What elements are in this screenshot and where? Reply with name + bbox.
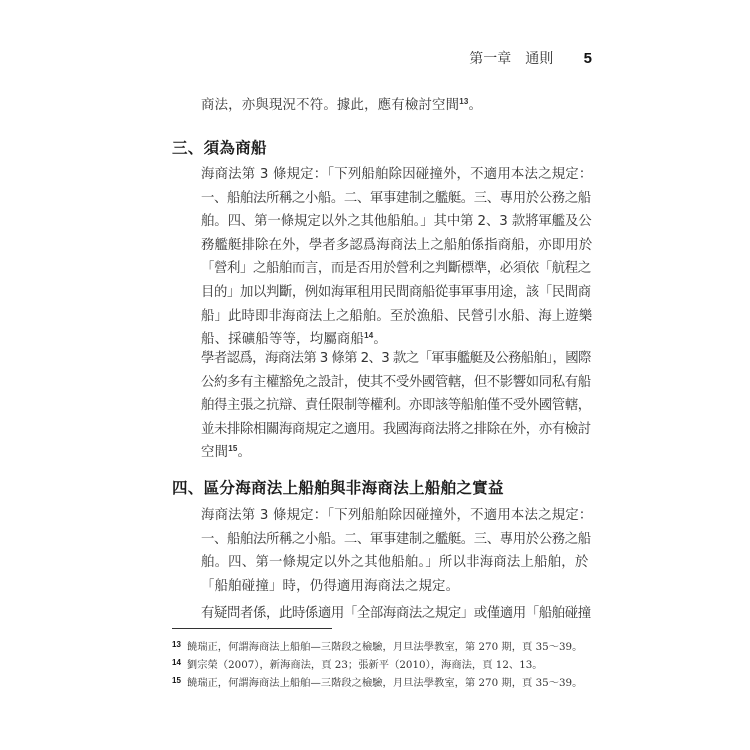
text-line: 海商法第 3 條規定：「下列船舶除因碰撞外，不適用本法之規定： [201, 508, 593, 523]
last-line-text: 船、採礦船等等，均屬商船 [201, 332, 365, 348]
text-line: 目的」加以判斷，例如海軍租用民間商船從事軍事用途，該「民間商 [201, 284, 591, 300]
footnote-divider [172, 628, 332, 629]
footnote-ref: 15 [228, 444, 238, 454]
text-line: 一、船舶法所稱之小船。二、軍事建制之艦艇。三、專用於公務之船 [201, 531, 591, 547]
running-header [469, 48, 592, 68]
footnote-text: 饒瑞正，何謂海商法上船舶—三階段之檢驗，月旦法學教室，第 270 期，頁 35～39。 [186, 677, 583, 689]
intro-paragraph [201, 94, 593, 118]
text-line [201, 94, 593, 118]
text-line: 並未排除相關海商規定之適用。我國海商法將之排除在外，亦有檢討 [201, 421, 591, 437]
text-line: 「營利」之船舶而言，而是否用於營利之判斷標準，必須依「航程之 [201, 261, 591, 277]
text-line: 船」此時即非海商法上之船舶。至於漁船、民營引水船、海上遊樂 [201, 308, 593, 324]
footnote-number: 13 [172, 640, 181, 649]
footnote-14 [172, 655, 602, 673]
chapter-title: 第一章 通則 [469, 51, 554, 67]
section4-paragraph-1 [201, 504, 593, 598]
text-line: 一、船舶法所稱之小船。二、軍事建制之艦艇。三、專用於公務之船 [201, 190, 591, 206]
footnote-15 [172, 673, 602, 691]
section-heading-4: 四、區分海商法上船舶與非海商法上船舶之實益 [172, 479, 504, 497]
text-line: 「船舶碰撞」時，仍得適用海商法之規定。 [201, 578, 460, 594]
text-line: 公約多有主權豁免之設計，使其不受外國管轄，但不影響如同私有船 [201, 374, 591, 390]
footnote-ref: 13 [459, 97, 469, 106]
section3-paragraph-2 [201, 347, 593, 465]
intro-text: 商法，亦與現況不符。據此，應有檢討空間 [201, 98, 460, 113]
footnotes [172, 637, 602, 691]
footnote-number: 14 [172, 658, 181, 667]
section3-paragraph-1 [201, 163, 593, 352]
text-line: 舶得主張之抗辯、責任限制等權利。亦即該等船舶僅不受外國管轄， [201, 398, 591, 414]
section4-paragraph-2 [201, 602, 593, 626]
footnote-text: 饒瑞正，何謂海商法上船舶—三階段之檢驗，月旦法學教室，第 270 期，頁 35～39。 [186, 641, 583, 653]
text-line: 有疑問者係，此時係適用「全部海商法之規定」或僅適用「船舶碰撞 [201, 606, 591, 621]
text-line [201, 441, 593, 465]
text-line: 務艦艇排除在外，學者多認爲海商法上之船舶係指商船，亦即用於 [201, 237, 593, 253]
last-line-text: 空間 [201, 445, 229, 461]
footnote-13 [172, 637, 602, 655]
text-line: 舶。四、第一條規定以外之其他船舶。」其中第 2、3 款將軍艦及公 [201, 214, 592, 230]
line-end: 。 [373, 332, 387, 348]
footnote-ref: 14 [364, 331, 374, 341]
page-number: 5 [583, 50, 592, 67]
text-line: 海商法第 3 條規定：「下列船舶除因碰撞外，不適用本法之規定： [201, 167, 593, 182]
text-line: 學者認爲，海商法第 3 條第 2、3 款之「軍事艦艇及公務船舶」，國際 [201, 351, 591, 366]
text-line: 舶。四、第一條規定以外之其他船舶。」所以非海商法上船舶，於 [201, 555, 589, 571]
footnote-number: 15 [172, 676, 181, 685]
footnote-text: 劉宗榮（2007），新海商法，頁 23；張新平（2010），海商法，頁 12、13。 [186, 659, 543, 671]
section-heading-3: 三、須為商船 [172, 139, 267, 157]
intro-end: 。 [468, 98, 483, 113]
line-end: 。 [237, 445, 252, 461]
